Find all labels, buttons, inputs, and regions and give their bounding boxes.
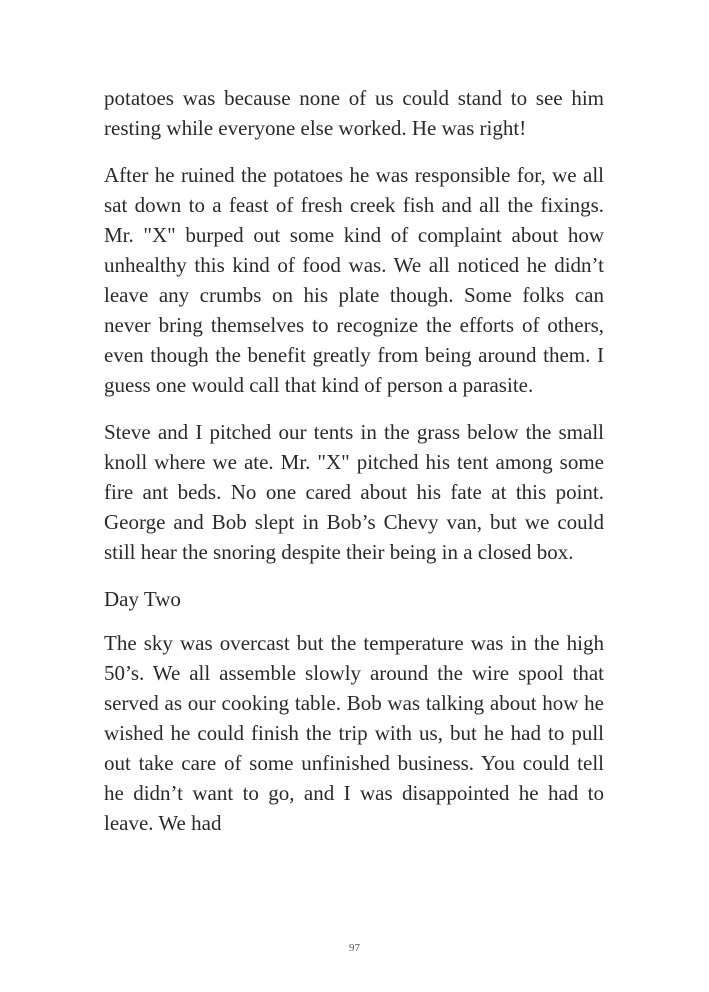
paragraph-4: The sky was overcast but the temperature was in the high 50’s. We all assemble slowly around the wire spool that served as our cooking table. Bob was talking about how he wished he could finish the trip with us, but he had to pull out take care of some unfinished business. You could tell he didn’t want to go, and I was disappointed he had to leave. We had: [104, 631, 604, 835]
paragraph-2: After he ruined the potatoes he was responsible for, we all sat down to a feast of fresh creek fish and all the fixings. Mr. "X" burped out some kind of complaint about how unhealthy this kind of food was. We all noticed he didn’t leave any crumbs on his plate though. Some folks can never bring themselves to recognize the efforts of others, even though the benefit greatly from being around them. I guess one would call that kind of person a parasite.: [104, 163, 604, 397]
section-heading: Day Two: [104, 587, 181, 611]
page-number: 97: [349, 942, 360, 954]
body-text: [104, 83, 604, 855]
paragraph-3: Steve and I pitched our tents in the grass below the small knoll where we ate. Mr. "X" pitched his tent among some fire ant beds. No one cared about his fate at this point. George and Bob slept in Bob’s Chevy van, but we could still hear the snoring despite their being in a closed box.: [104, 420, 604, 564]
paragraph-1: potatoes was because none of us could stand to see him resting while everyone else worked. He was right!: [104, 86, 604, 140]
